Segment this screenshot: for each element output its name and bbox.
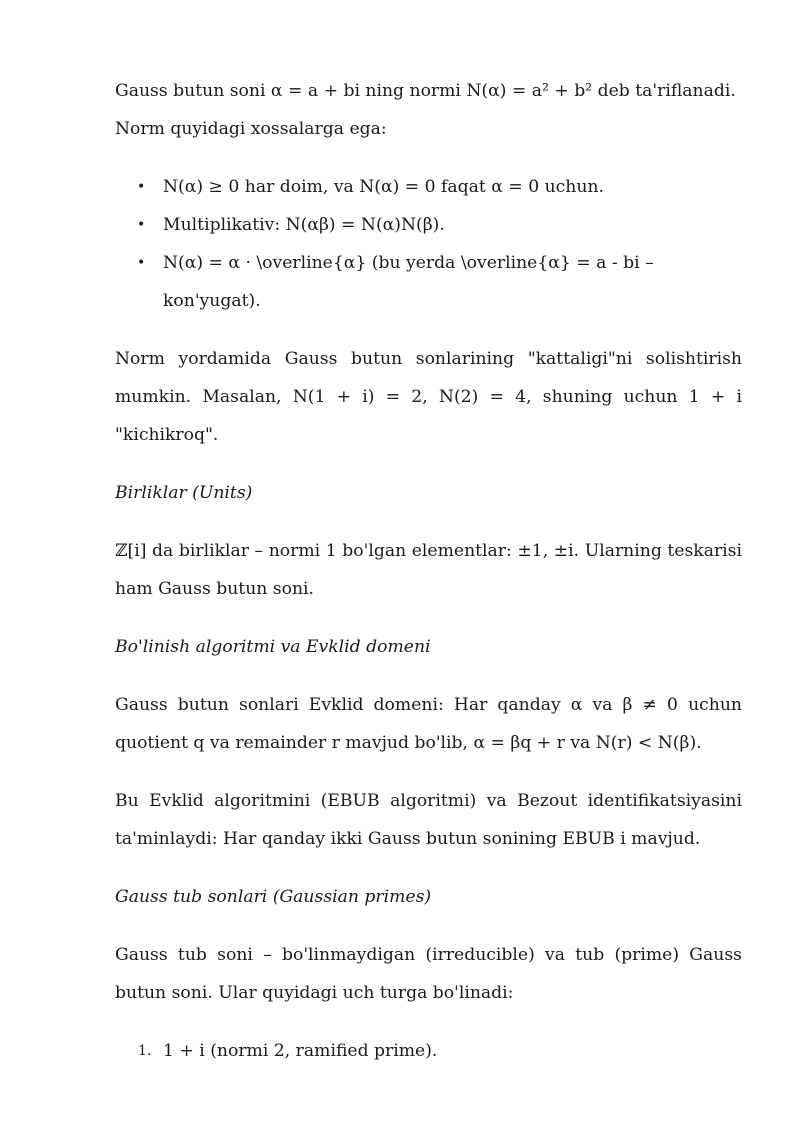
units-paragraph: ℤ[i] da birliklar – normi 1 bo'lgan elementlar: ±1, ±i. Ularning teskarisi ham Gauss butun soni.: [115, 541, 742, 599]
norm-properties-list: [115, 168, 742, 320]
list-item: [115, 244, 742, 320]
division-paragraph-1: Gauss butun sonlari Evklid domeni: Har qanday α va β ≠ 0 uchun quotient q va remainder r mavjud bo'lib, α = βq + r va N(r) < N(β).: [115, 695, 742, 753]
primes-paragraph: Gauss tub soni – bo'linmaydigan (irreducible) va tub (prime) Gauss butun soni. Ular quyidagi uch turga bo'linadi:: [115, 945, 742, 1003]
list-item: [115, 168, 742, 206]
list-item: [115, 1032, 742, 1070]
intro-line-2: Norm quyidagi xossalarga ega:: [115, 119, 387, 139]
bullet-icon: •: [137, 255, 146, 271]
list-item-text: N(α) ≥ 0 har doim, va N(α) = 0 faqat α = 0 uchun.: [163, 177, 604, 197]
list-number: 1.: [138, 1043, 152, 1059]
intro-line-1: Gauss butun soni α = a + bi ning normi N(α) = a² + b² deb ta'riflanadi.: [115, 81, 736, 101]
division-heading: Bo'linish algoritmi va Evklid domeni: [115, 637, 431, 657]
units-heading: Birliklar (Units): [115, 483, 253, 503]
bullet-icon: •: [137, 217, 146, 233]
prime-types-list: [115, 1032, 742, 1070]
list-item: [115, 206, 742, 244]
list-item-text: 1 + i (normi 2, ramified prime).: [163, 1041, 438, 1061]
division-paragraph-2: Bu Evklid algoritmini (EBUB algoritmi) va Bezout identifikatsiyasini ta'minlaydi: Har qanday ikki Gauss butun sonining EBUB i mavjud.: [115, 791, 742, 849]
list-item-text: N(α) = α · \overline{α} (bu yerda \overline{α} = a - bi – kon'yugat).: [163, 253, 654, 311]
list-item-text: Multiplikativ: N(αβ) = N(α)N(β).: [163, 215, 445, 235]
document-page: [115, 72, 742, 1070]
intro-paragraph: [115, 72, 742, 148]
norm-comparison-paragraph: Norm yordamida Gauss butun sonlarining "kattaligi"ni solishtirish mumkin. Masalan, N(1 + i) = 2, N(2) = 4, shuning uchun 1 + i "kichikroq".: [115, 349, 742, 445]
primes-heading: Gauss tub sonlari (Gaussian primes): [115, 887, 432, 907]
bullet-icon: •: [137, 179, 146, 195]
